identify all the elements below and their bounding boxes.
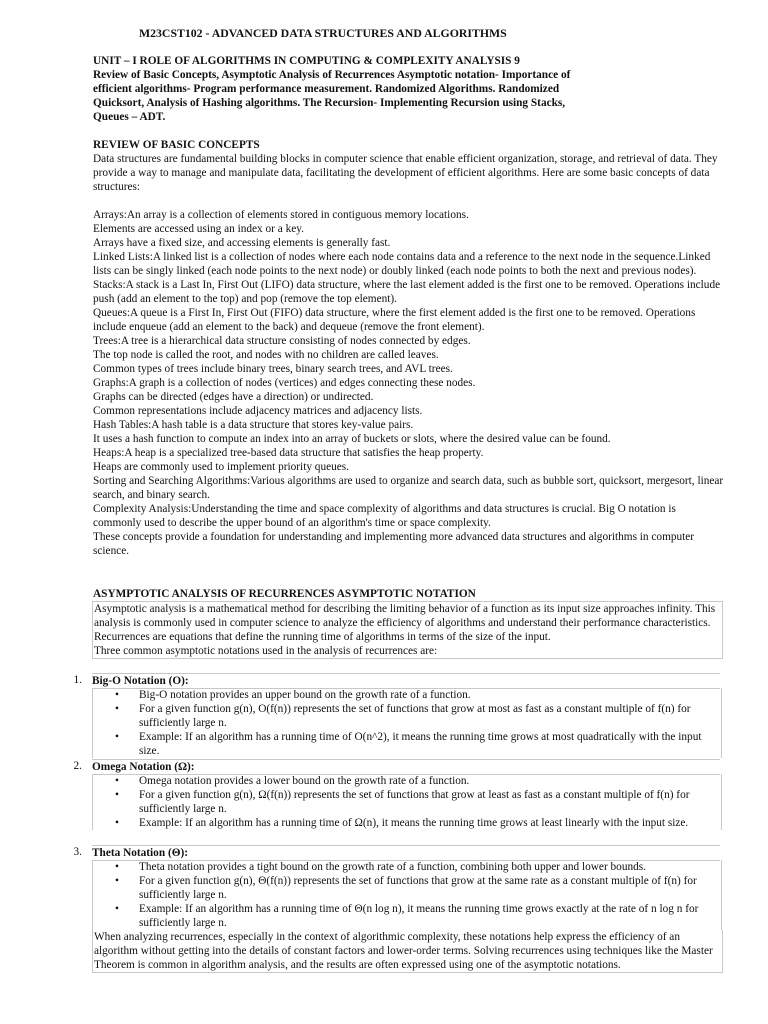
bullet-icon: • [115,789,119,801]
review-line: Common representations include adjacency matrices and adjacency lists. [93,405,423,417]
review-body [93,152,725,558]
review-line: Queues:A queue is a First In, First Out (FIFO) data structure, where the first element added is the first one to be removed. Operations include enqueue (add an element to the back) and dequeue (remove the front element). [93,307,696,333]
bullet-icon: • [115,703,119,715]
bullet-text: For a given function g(n), O(f(n)) represents the set of functions that grow at most as fast as a constant multiple of f(n) for sufficiently large n. [139,703,691,729]
document-title: M23CST102 - ADVANCED DATA STRUCTURES AND ALGORITHMS [139,26,507,40]
bullet-text: Theta notation provides a tight bound on the growth rate of a function, combining both upper and lower bounds. [139,861,646,873]
bullet-icon: • [115,817,119,829]
list-item [93,874,721,902]
bullet-text: For a given function g(n), Θ(f(n)) represents the set of functions that grow at the same rate as a constant multiple of f(n) for sufficiently large n. [139,875,697,901]
list-item [93,816,721,830]
review-intro: Data structures are fundamental building blocks in computer science that enable efficient organization, storage, and retrieval of data. They provide a way to manage and manipulate data, facilitating the development of efficient algorithms. Here are some basic concepts of data structures: [93,153,718,193]
review-line: Hash Tables:A hash table is a data structure that stores key-value pairs. [93,419,414,431]
list-item [93,860,721,874]
list-item [93,788,721,816]
bullet-icon: • [115,775,119,787]
asymptotic-heading: ASYMPTOTIC ANALYSIS OF RECURRENCES ASYMPTOTIC NOTATION [93,588,476,600]
review-line: These concepts provide a foundation for understanding and implementing more advanced data structures and algorithms in computer science. [93,531,695,557]
review-line: Arrays have a fixed size, and accessing elements is generally fast. [93,237,391,249]
list-item [93,902,721,930]
review-line: Heaps:A heap is a specialized tree-based data structure that satisfies the heap property. [93,447,484,459]
review-line: Trees:A tree is a hierarchical data structure consisting of nodes connected by edges. [93,335,471,347]
bullet-icon: • [115,861,119,873]
list-item [93,774,721,788]
bullet-icon: • [115,731,119,743]
bullet-text: For a given function g(n), Ω(f(n)) represents the set of functions that grow at least as fast as a constant multiple of f(n) for sufficiently large n. [139,789,690,815]
asymptotic-lead: Three common asymptotic notations used in the analysis of recurrences are: [94,645,438,657]
list-number: 3. [73,846,82,858]
unit-header [93,54,593,124]
bullet-text: Example: If an algorithm has a running time of Ω(n), it means the running time grows at least linearly with the input size. [139,817,689,829]
asymptotic-intro-box [92,601,723,659]
review-line: It uses a hash function to compute an index into an array of buckets or slots, where the desired value can be found. [93,433,611,445]
asymptotic-closing-box [92,930,723,973]
review-line: Complexity Analysis:Understanding the time and space complexity of algorithms and data structures is crucial. Big O notation is commonly used to describe the upper bound of an algorithm's time or space complexity. [93,503,676,529]
review-line: Common types of trees include binary trees, binary search trees, and AVL trees. [93,363,453,375]
notation-name: Theta Notation (Θ): [92,845,720,861]
notation-name: Big-O Notation (O): [92,673,720,689]
list-item [93,688,721,702]
bullet-icon: • [115,875,119,887]
review-line: Elements are accessed using an index or a key. [93,223,304,235]
review-line: Graphs can be directed (edges have a direction) or undirected. [93,391,374,403]
review-line: Linked Lists:A linked list is a collection of nodes where each node contains data and a reference to the next node in the sequence.Linked lists can be singly linked (each node points to the next node) or doubly linked (each node points to both the next and previous nodes). [93,251,711,277]
review-line: Sorting and Searching Algorithms:Various algorithms are used to organize and search data, such as bubble sort, quicksort, mergesort, linear search, and binary search. [93,475,724,501]
notation-name: Omega Notation (Ω): [92,759,720,775]
review-line: The top node is called the root, and nodes with no children are called leaves. [93,349,439,361]
notation-bullets [92,774,722,830]
bullet-icon: • [115,903,119,915]
list-number: 2. [73,760,82,772]
unit-heading: UNIT – I ROLE OF ALGORITHMS IN COMPUTING & COMPLEXITY ANALYSIS 9 [93,55,520,67]
review-line: Heaps are commonly used to implement priority queues. [93,461,350,473]
asymptotic-intro: Asymptotic analysis is a mathematical method for describing the limiting behavior of a function as its input size approaches infinity. This analysis is commonly used in computer science to analyze the efficiency of algorithms and understand their performance characteristics. Recurrences are equations that define the running time of algorithms in terms of the size of the input. [94,603,716,643]
review-line: Arrays:An array is a collection of elements stored in contiguous memory locations. [93,209,469,221]
asymptotic-closing: When analyzing recurrences, especially in the context of algorithmic complexity, these notations help express the efficiency of an algorithm without getting into the details of constant factors and lower-order terms. Solving recurrences using techniques like the Master Theorem is common in algorithm analysis, and the results are often expressed using one of the asymptotic notations. [94,931,713,971]
review-line: Stacks:A stack is a Last In, First Out (LIFO) data structure, where the last element added is the first one to be removed. Operations include push (add an element to the top) and pop (remove the top element). [93,279,721,305]
bullet-text: Example: If an algorithm has a running time of Θ(n log n), it means the running time grows exactly at the rate of n log n for sufficiently large n. [139,903,699,929]
list-number: 1. [73,674,82,686]
paragraph-gap [93,194,725,208]
unit-topics: Review of Basic Concepts, Asymptotic Analysis of Recurrences Asymptotic notation- Importance of efficient algorithms- Program performance measurement. Randomized Algorithms. Randomized Quicksort, Analysis of Hashing algorithms. The Recursion- Implementing Recursion using Stacks, Queues – ADT. [93,69,571,123]
notation-bullets [92,860,722,930]
bullet-text: Example: If an algorithm has a running time of O(n^2), it means the running time grows at most quadratically with the input size. [139,731,702,757]
list-item [93,730,721,758]
bullet-icon: • [115,689,119,701]
review-heading: REVIEW OF BASIC CONCEPTS [93,139,260,151]
bullet-text: Omega notation provides a lower bound on the growth rate of a function. [139,775,470,787]
notation-bullets [92,688,722,758]
review-line: Graphs:A graph is a collection of nodes (vertices) and edges connecting these nodes. [93,377,476,389]
list-item [93,702,721,730]
bullet-text: Big-O notation provides an upper bound on the growth rate of a function. [139,689,471,701]
